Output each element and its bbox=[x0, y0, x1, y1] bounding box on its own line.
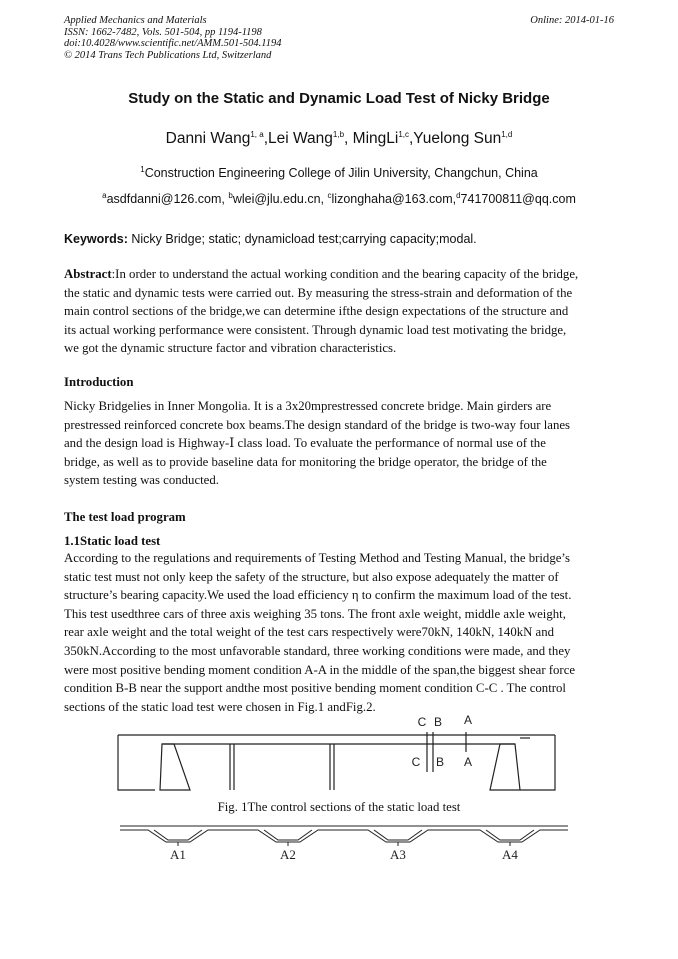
author-sup: 1, a bbox=[250, 129, 264, 139]
intro-line: prestressed reinforced concrete box beams.The design standard of the bridge is two-way four lanes bbox=[64, 417, 571, 432]
author-name: , MingLi bbox=[344, 130, 399, 147]
copyright: © 2014 Trans Tech Publications Ltd, Switzerland bbox=[64, 49, 272, 61]
abstract-line: main control sections of the bridge,we can determine ifthe design expectations of the structure and bbox=[64, 304, 569, 319]
keywords-text: Nicky Bridge; static; dynamicload test;carrying capacity;modal. bbox=[127, 232, 477, 246]
abstract-line: we got the dynamic structure factor and vibration characteristics. bbox=[64, 341, 397, 356]
girder-label-a1: A1 bbox=[170, 847, 186, 862]
author-sup: 1,b bbox=[332, 129, 345, 139]
author-name: Danni Wang bbox=[165, 130, 251, 147]
right-abutment bbox=[520, 735, 555, 790]
email: 741700811@qq.com bbox=[460, 192, 576, 206]
author-list bbox=[0, 130, 678, 148]
doi: doi:10.4028/www.scientific.net/AMM.501-504.1194 bbox=[64, 38, 282, 49]
affiliation bbox=[0, 166, 678, 180]
abstract bbox=[64, 265, 614, 358]
figure-2-cross-section bbox=[118, 822, 570, 864]
abstract-line: the static and dynamic tests were carried out. By measuring the stress-strain and deformation of the bbox=[64, 285, 573, 300]
section-label-b-bottom: B bbox=[435, 755, 445, 769]
author-sup: 1,d bbox=[501, 129, 513, 139]
introduction-body bbox=[64, 397, 614, 490]
affiliation-text: Construction Engineering College of Jilin University, Changchun, China bbox=[144, 166, 538, 180]
test-line: structure’s bearing capacity.We used the load efficiency η to confirm the maximum load of the test. bbox=[64, 588, 572, 603]
section-label-c-top: C bbox=[417, 715, 427, 729]
abstract-line: Abstract:In order to understand the actual working condition and the bearing capacity of the bridge, bbox=[64, 267, 579, 281]
test-line: This test usedthree cars of three axis weighing 35 tons. The front axle weight, middle axle weight, bbox=[64, 606, 566, 621]
abstract-line: its actual working performance were consistent. Through dynamic load test motivating the bridge, bbox=[64, 322, 567, 337]
author-name: ,Lei Wang bbox=[263, 130, 333, 147]
static-load-subheading: 1.1Static load test bbox=[64, 534, 161, 548]
email: asdfdanni@126.com, bbox=[106, 192, 229, 206]
email: lizonghaha@163.com, bbox=[331, 192, 457, 206]
journal-name: Applied Mechanics and Materials bbox=[64, 15, 207, 26]
section-label-b-top: B bbox=[433, 715, 443, 729]
left-abutment bbox=[118, 735, 155, 790]
intro-line: and the design load is Highway-Ⅰ class load. To evaluate the performance of normal use of the bbox=[64, 436, 546, 451]
issn: ISSN: 1662-7482, Vols. 501-504, pp 1194-1198 bbox=[64, 26, 262, 38]
email-list bbox=[0, 192, 678, 206]
girder-label-a3: A3 bbox=[390, 847, 406, 862]
section-label-a-top: A bbox=[463, 713, 473, 727]
email-sup: c bbox=[327, 190, 332, 200]
section-label-a-bottom: A bbox=[463, 755, 473, 769]
test-line: rear axle weight and the total weight of the test cars respectively were70kN, 140kN, 140kN and bbox=[64, 625, 555, 640]
affiliation-sup: 1 bbox=[140, 164, 145, 174]
test-line: condition B-B near the support andthe most positive bending moment condition C-C . The control bbox=[64, 681, 566, 696]
pier bbox=[330, 744, 334, 790]
email: wlei@jlu.edu.cn, bbox=[232, 192, 328, 206]
keywords-label: Keywords: bbox=[64, 232, 128, 246]
online-date: Online: 2014-01-16 bbox=[530, 15, 614, 26]
test-line: 350kN.According to the most unfavorable standard, three working conditions were made, and they bbox=[64, 643, 571, 658]
abstract-label: Abstract bbox=[64, 267, 112, 281]
introduction-heading: Introduction bbox=[64, 375, 134, 389]
email-sup: d bbox=[456, 190, 461, 200]
test-line: sections of the static load test were chosen in Fig.1 andFig.2. bbox=[64, 699, 376, 714]
pier bbox=[230, 744, 234, 790]
paper-title: Study on the Static and Dynamic Load Test of Nicky Bridge bbox=[128, 90, 550, 107]
girder-label-a2: A2 bbox=[280, 847, 296, 862]
author-name: ,Yuelong Sun bbox=[409, 130, 502, 147]
right-pier-slope bbox=[490, 744, 520, 790]
figure-1-caption: Fig. 1The control sections of the static load test bbox=[217, 800, 461, 814]
keywords bbox=[64, 232, 477, 246]
test-line: static test must not only keep the safety of the structure, but also expose adequately the matter of bbox=[64, 569, 559, 584]
author-sup: 1,c bbox=[398, 129, 409, 139]
test-program-heading: The test load program bbox=[64, 510, 186, 524]
email-sup: a bbox=[102, 190, 107, 200]
test-line: According to the regulations and requirements of Testing Method and Testing Manual, the bridge’s bbox=[64, 551, 570, 565]
email-sup: b bbox=[228, 190, 233, 200]
test-program-body bbox=[64, 549, 614, 716]
intro-line: bridge, as well as to provide baseline data for monitoring the bridge operator, the bridge of the bbox=[64, 454, 547, 469]
left-pier-slope bbox=[160, 744, 190, 790]
girder-label-a4: A4 bbox=[502, 847, 518, 862]
intro-line: system testing was conducted. bbox=[64, 473, 219, 488]
intro-line: Nicky Bridgelies in Inner Mongolia. It is a 3x20mprestressed concrete bridge. Main girders are bbox=[64, 399, 552, 413]
figure-1-bridge-elevation bbox=[100, 712, 590, 798]
journal-header bbox=[64, 15, 281, 61]
section-label-c-bottom: C bbox=[411, 755, 421, 769]
test-line: were most positive bending moment condition A-A in the middle of the span,the biggest shear force bbox=[64, 662, 576, 677]
